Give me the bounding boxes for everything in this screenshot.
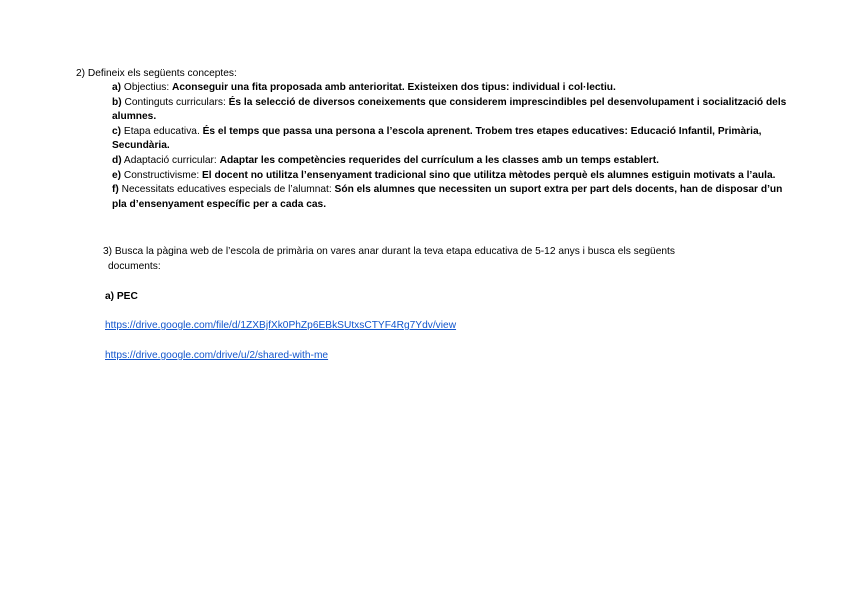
definition-item-a: [112, 81, 787, 96]
shared-with-me-link[interactable]: https://drive.google.com/drive/u/2/shared-with-me: [105, 350, 329, 361]
item-definition: Són els alumnes que necessiten un suport extra per part dels docents, han de disposar d’un pla d’ensenyament específic per a cada cas.: [112, 184, 783, 210]
question-3-text: 3) Busca la pàgina web de l’escola de primària on vares anar durant la teva etapa educativa de 5-12 anys i busca els següents: [103, 246, 675, 257]
definition-item-d: [112, 154, 787, 169]
item-marker: b): [112, 96, 122, 108]
question-2-heading: 2) Defineix els següents conceptes:: [76, 68, 237, 79]
definition-item-b: [112, 96, 787, 125]
item-definition: El docent no utilitza l’ensenyament tradicional sino que utilitza mètodes perquè els alumnes estiguin motivats a l’aula.: [202, 169, 776, 181]
question-3-text-continued: documents:: [108, 260, 161, 272]
pec-drive-link[interactable]: https://drive.google.com/file/d/1ZXBjfXk0PhZp6EBkSUtxsCTYF4Rg7Ydv/view: [105, 320, 457, 331]
item-definition: És la selecció de diversos coneixements que considerem imprescindibles pel desenvolupament i socialització dels alumnes.: [112, 96, 787, 123]
item-term: Objectius:: [121, 82, 173, 93]
item-definition: Adaptar les competències requerides del currículum a les classes amb un temps establert.: [219, 154, 659, 166]
definition-item-f: [112, 183, 787, 212]
item-term: Necessitats educatives especials de l’alumnat:: [118, 184, 335, 196]
item-definition: És el temps que passa una persona a l’escola aprenent. Trobem tres etapes educatives: Educació Infantil, Primària, Secundària.: [112, 125, 762, 152]
item-marker: f): [112, 184, 119, 196]
item-term: Constructivisme:: [121, 169, 203, 181]
pec-label: a) PEC: [105, 291, 138, 302]
item-marker: d): [112, 154, 122, 166]
item-marker: e): [112, 169, 122, 181]
definitions-list: [112, 81, 787, 212]
item-term: Etapa educativa.: [121, 125, 203, 137]
item-marker: a): [112, 82, 122, 93]
definition-item-e: [112, 169, 787, 184]
item-definition: Aconseguir una fita proposada amb anterioritat. Existeixen dos tipus: individual i col·lectiu.: [172, 82, 616, 93]
item-term: Adaptació curricular:: [121, 154, 220, 166]
question-3: [103, 245, 743, 274]
item-term: Continguts curriculars:: [121, 96, 229, 108]
item-marker: c): [112, 125, 122, 137]
definition-item-c: [112, 125, 787, 154]
